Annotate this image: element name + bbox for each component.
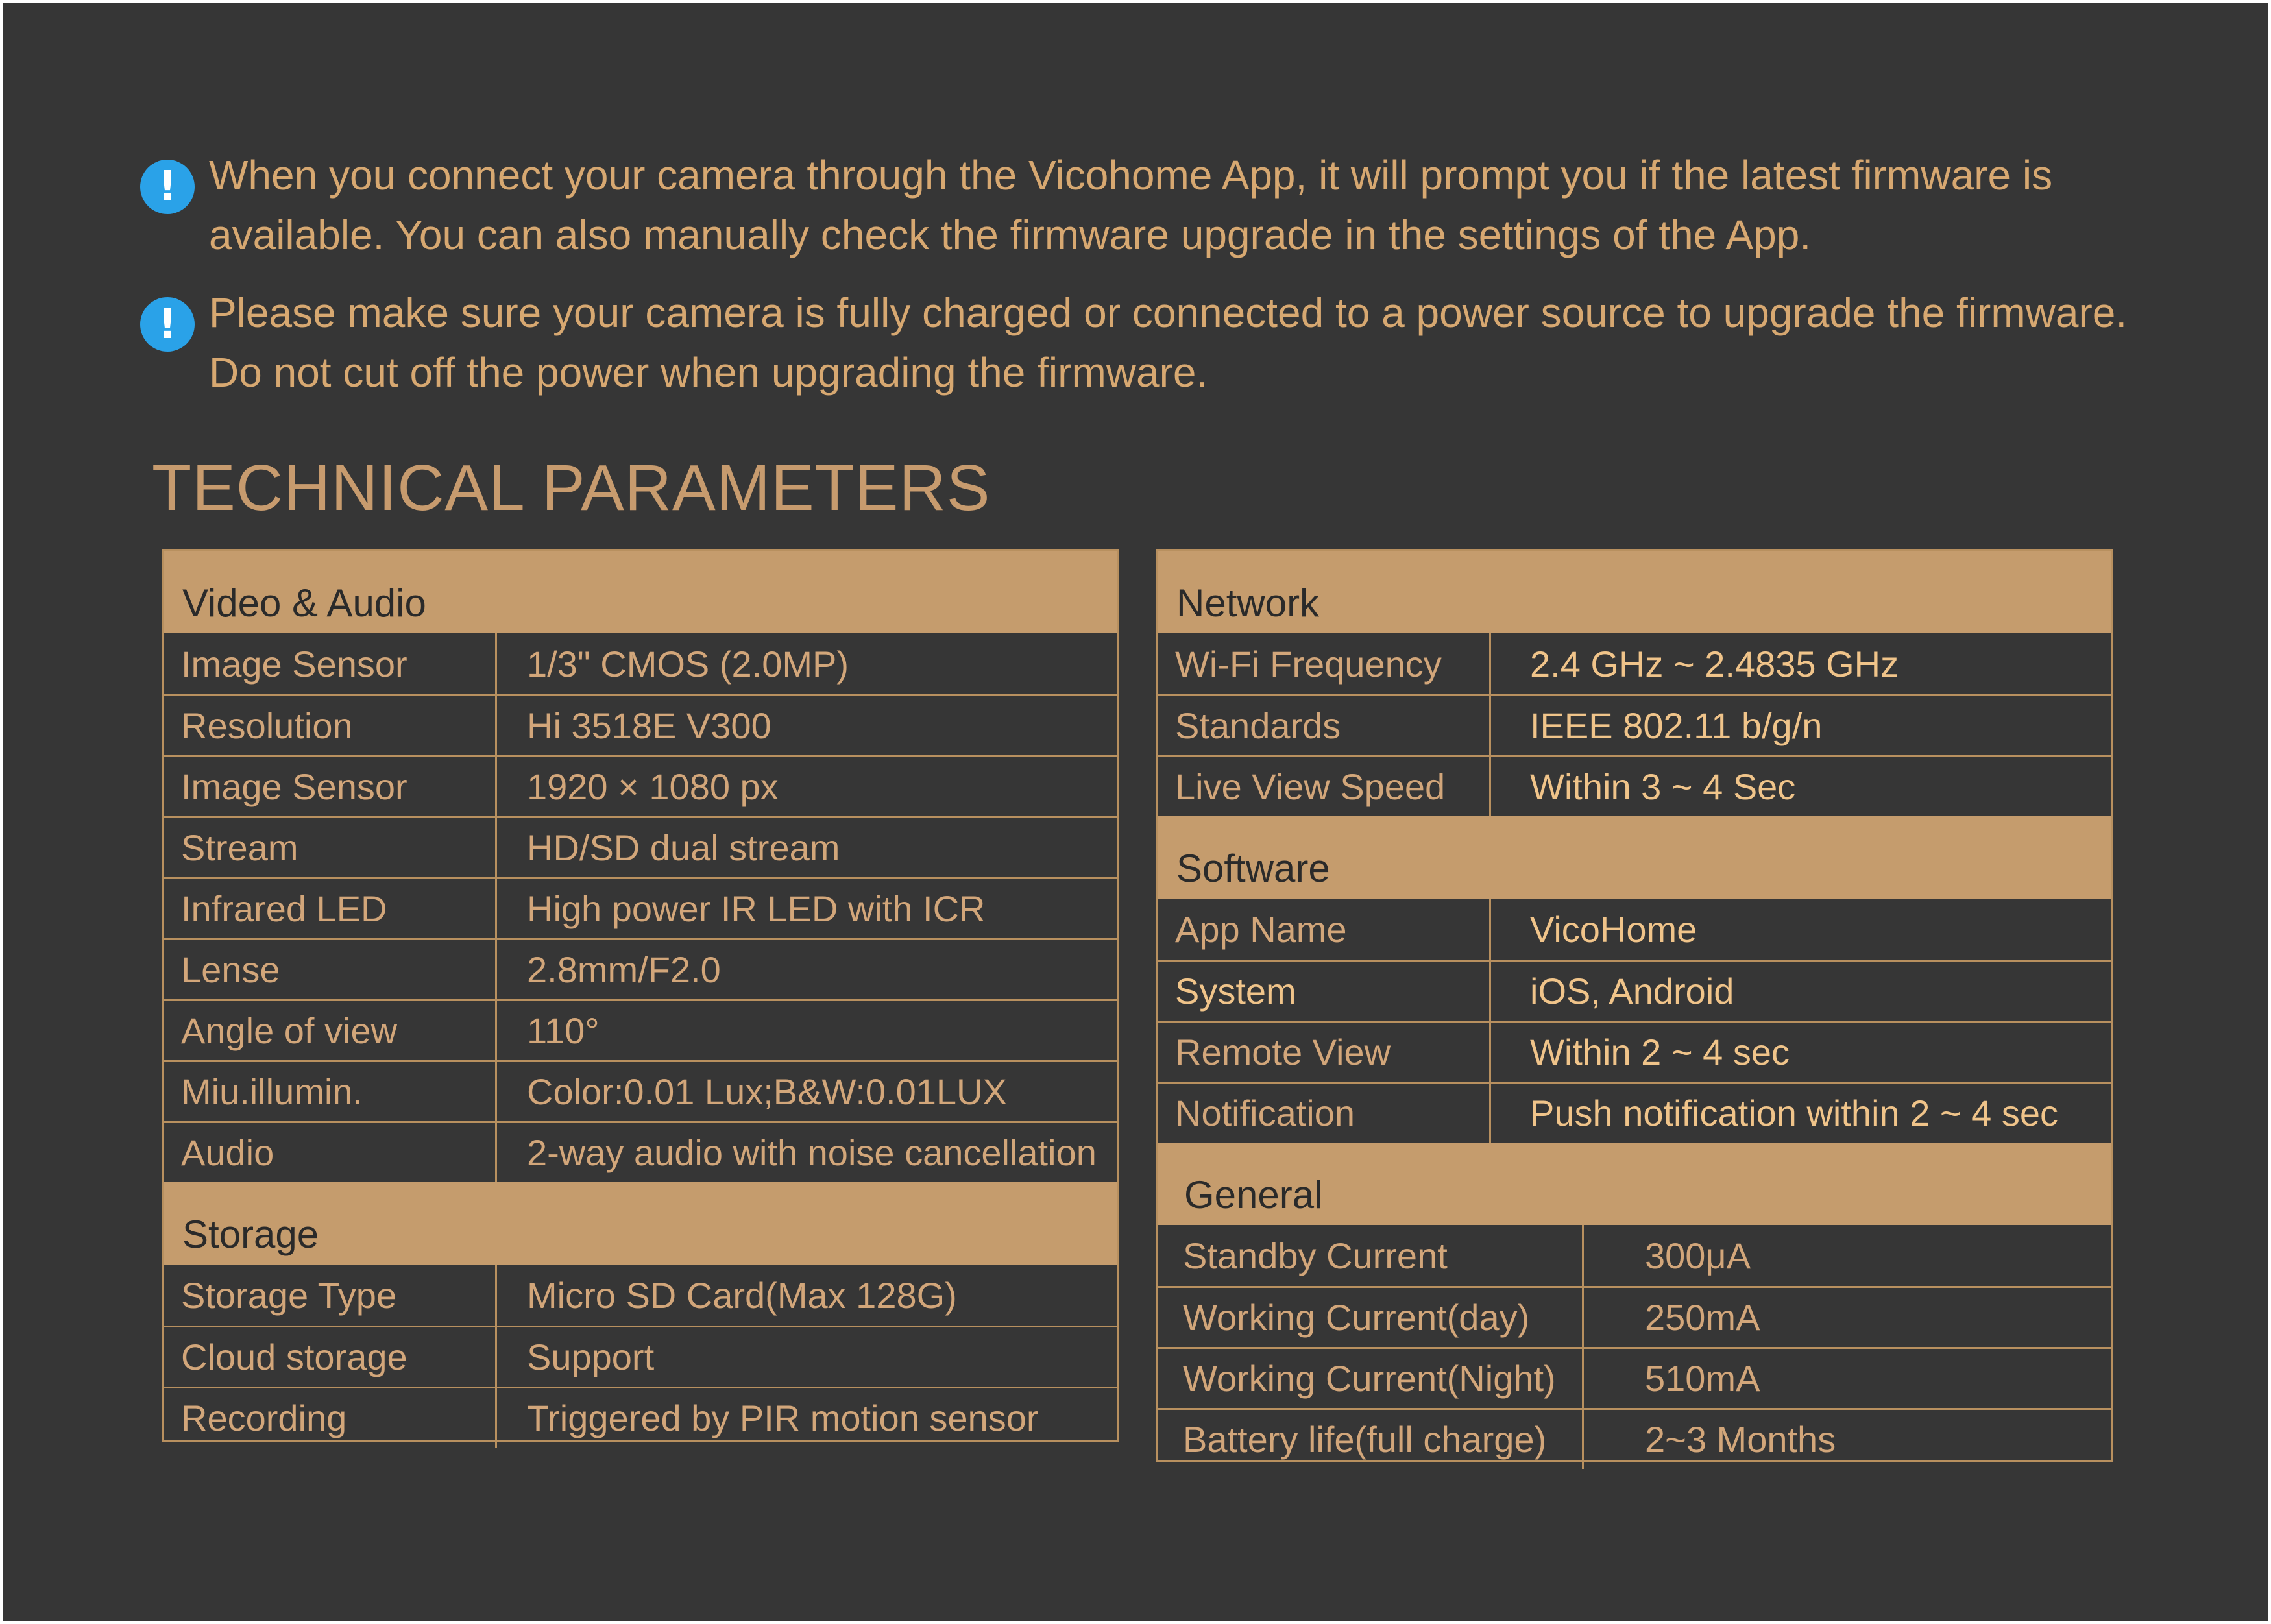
- row-value: 2.8mm/F2.0: [527, 949, 721, 990]
- row-value: 2-way audio with noise cancellation: [527, 1132, 1097, 1173]
- left-spec-table: [162, 549, 1119, 1442]
- section-header-general: General: [1158, 1143, 2111, 1225]
- row-label: Miu.illumin.: [164, 1062, 497, 1121]
- row-label: Infrared LED: [164, 879, 497, 938]
- row-value: HD/SD dual stream: [527, 827, 840, 868]
- table-row: [164, 938, 1117, 999]
- row-label: Remote View: [1158, 1023, 1491, 1082]
- table-row: [164, 755, 1117, 816]
- row-value: 2~3 Months: [1645, 1419, 1836, 1460]
- row-label: Image Sensor: [164, 633, 497, 694]
- row-label: App Name: [1158, 899, 1491, 960]
- row-value: 1920 × 1080 px: [527, 766, 779, 807]
- row-value: Hi 3518E V300: [527, 705, 771, 746]
- row-value: Color:0.01 Lux;B&W:0.01LUX: [527, 1071, 1007, 1112]
- table-row: [164, 694, 1117, 755]
- row-label: Battery life(full charge): [1158, 1410, 1584, 1469]
- row-label: System: [1158, 962, 1491, 1021]
- table-row: [164, 1060, 1117, 1121]
- row-label: Live View Speed: [1158, 757, 1491, 816]
- firmware-note-1: [140, 145, 2184, 265]
- row-value: 510mA: [1645, 1358, 1760, 1399]
- section-header-network: Network: [1158, 551, 2111, 633]
- row-label: Notification: [1158, 1084, 1491, 1143]
- table-row: [1158, 633, 2111, 694]
- table-row: [1158, 960, 2111, 1021]
- info-icon: !: [140, 297, 195, 352]
- table-row: [164, 633, 1117, 694]
- section-header-storage: Storage: [164, 1182, 1117, 1265]
- table-row: [164, 1265, 1117, 1326]
- table-row: [1158, 899, 2111, 960]
- row-value: High power IR LED with ICR: [527, 888, 986, 929]
- row-value: Within 2 ~ 4 sec: [1530, 1032, 1790, 1073]
- table-row: [164, 877, 1117, 938]
- row-label: Working Current(day): [1158, 1288, 1584, 1347]
- row-value: IEEE 802.11 b/g/n: [1530, 705, 1823, 746]
- table-row: [1158, 1347, 2111, 1408]
- row-label: Image Sensor: [164, 757, 497, 816]
- row-value: 300μA: [1645, 1235, 1751, 1276]
- table-row: [164, 1121, 1117, 1182]
- page-title: TECHNICAL PARAMETERS: [152, 452, 991, 524]
- note-text: Please make sure your camera is fully charged or connected to a power source to upgrade the firmware. Do not cut off the power when upgrading the firmware.: [209, 289, 2128, 396]
- table-row: [1158, 1408, 2111, 1469]
- table-row: [1158, 1225, 2111, 1286]
- row-value: VicoHome: [1530, 908, 1697, 950]
- row-label: Stream: [164, 818, 497, 877]
- table-row: [1158, 1021, 2111, 1082]
- row-value: 110°: [527, 1010, 600, 1051]
- firmware-note-2: [140, 283, 2184, 402]
- note-text: When you connect your camera through the Vicohome App, it will prompt you if the latest firmware is available. You can also manually check the firmware upgrade in the settings of the App.: [209, 152, 2053, 258]
- row-label: Audio: [164, 1123, 497, 1182]
- row-value: iOS, Android: [1530, 971, 1734, 1012]
- row-label: Cloud storage: [164, 1327, 497, 1387]
- row-label: Lense: [164, 940, 497, 999]
- row-value: Support: [527, 1337, 655, 1377]
- row-label: Recording: [164, 1388, 497, 1448]
- table-row: [1158, 1082, 2111, 1143]
- row-label: Standards: [1158, 696, 1491, 755]
- row-value: 1/3" CMOS (2.0MP): [527, 643, 849, 685]
- row-value: 2.4 GHz ~ 2.4835 GHz: [1530, 643, 1899, 685]
- section-header-video-audio: Video & Audio: [164, 551, 1117, 633]
- row-label: Storage Type: [164, 1265, 497, 1326]
- table-row: [164, 999, 1117, 1060]
- row-label: Angle of view: [164, 1001, 497, 1060]
- row-value: Triggered by PIR motion sensor: [527, 1398, 1039, 1438]
- table-row: [1158, 1286, 2111, 1347]
- section-header-software: Software: [1158, 816, 2111, 899]
- row-label: Wi-Fi Frequency: [1158, 633, 1491, 694]
- info-icon: !: [140, 160, 195, 214]
- right-spec-table: [1156, 549, 2113, 1462]
- row-value: Within 3 ~ 4 Sec: [1530, 766, 1796, 807]
- table-row: [1158, 694, 2111, 755]
- row-value: Push notification within 2 ~ 4 sec: [1530, 1093, 2059, 1133]
- spec-sheet-page: [3, 3, 2268, 1621]
- table-row: [164, 1326, 1117, 1387]
- row-label: Working Current(Night): [1158, 1349, 1584, 1408]
- table-row: [164, 1387, 1117, 1448]
- row-label: Standby Current: [1158, 1225, 1584, 1286]
- row-value: Micro SD Card(Max 128G): [527, 1274, 957, 1316]
- row-label: Resolution: [164, 696, 497, 755]
- row-value: 250mA: [1645, 1297, 1760, 1338]
- table-row: [164, 816, 1117, 877]
- table-row: [1158, 755, 2111, 816]
